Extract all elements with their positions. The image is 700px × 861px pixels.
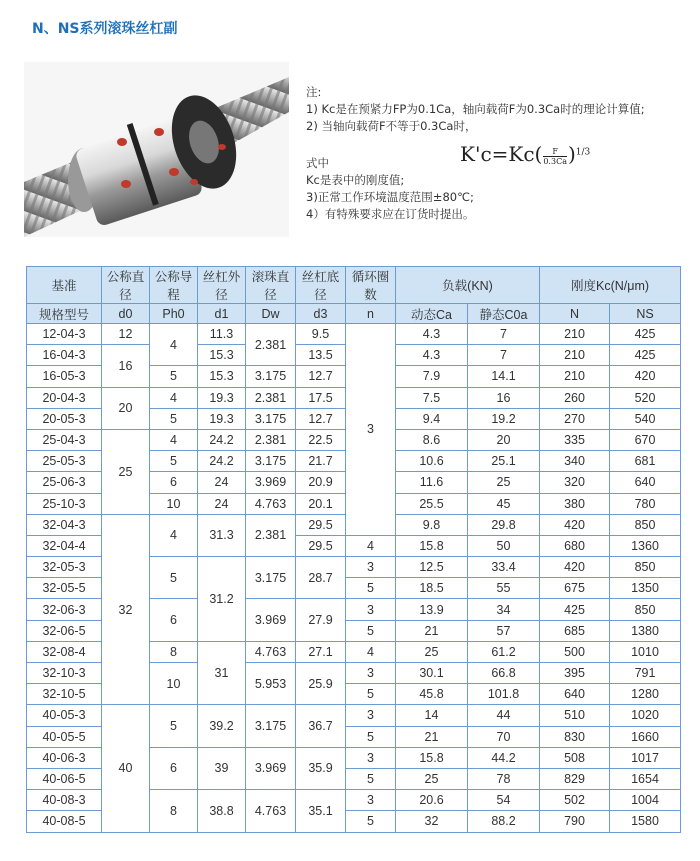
value-cell: 500 — [540, 641, 610, 662]
value-cell: 5 — [150, 705, 198, 747]
value-cell: 24.2 — [198, 451, 246, 472]
th-stiffness: 刚度Kc(N/μm) — [540, 267, 681, 304]
value-cell: 57 — [468, 620, 540, 641]
value-cell: 28.7 — [296, 557, 346, 599]
note-heading: 注: — [306, 85, 322, 99]
value-cell: 210 — [540, 324, 610, 345]
value-cell: 3 — [346, 747, 396, 768]
value-cell: 31.2 — [198, 557, 246, 642]
note-3: 3)正常工作环境温度范围±80℃; — [306, 190, 474, 204]
note-where: 式中 — [306, 156, 329, 170]
value-cell: 21.7 — [296, 451, 346, 472]
th-ph0: 公称导程 — [150, 267, 198, 304]
table-row — [27, 705, 681, 726]
model-cell: 32-05-3 — [27, 557, 102, 578]
value-cell: 540 — [610, 408, 681, 429]
value-cell: 24 — [198, 472, 246, 493]
value-cell: 4.3 — [396, 324, 468, 345]
value-cell: 780 — [610, 493, 681, 514]
model-cell: 12-04-3 — [27, 324, 102, 345]
value-cell: 25 — [102, 429, 150, 514]
value-cell: 17.5 — [296, 387, 346, 408]
value-cell: 3 — [346, 599, 396, 620]
value-cell: 101.8 — [468, 684, 540, 705]
value-cell: 11.3 — [198, 324, 246, 345]
value-cell: 2.381 — [246, 387, 296, 408]
value-cell: 12 — [102, 324, 150, 345]
value-cell: 24 — [198, 493, 246, 514]
value-cell: 21 — [396, 620, 468, 641]
model-cell: 32-04-3 — [27, 514, 102, 535]
value-cell: 55 — [468, 578, 540, 599]
value-cell: 380 — [540, 493, 610, 514]
model-cell: 25-06-3 — [27, 472, 102, 493]
value-cell: 88.2 — [468, 811, 540, 832]
value-cell: 420 — [540, 557, 610, 578]
value-cell: 32 — [102, 514, 150, 705]
value-cell: 16 — [102, 345, 150, 387]
value-cell: 54 — [468, 790, 540, 811]
model-cell: 25-05-3 — [27, 451, 102, 472]
value-cell: 3.175 — [246, 557, 296, 599]
model-cell: 32-04-4 — [27, 535, 102, 556]
table-row — [27, 324, 681, 345]
value-cell: 5 — [346, 620, 396, 641]
value-cell: 6 — [150, 747, 198, 789]
value-cell: 830 — [540, 726, 610, 747]
value-cell: 44 — [468, 705, 540, 726]
value-cell: 1010 — [610, 641, 681, 662]
value-cell: 33.4 — [468, 557, 540, 578]
value-cell: 3.175 — [246, 451, 296, 472]
value-cell: 25 — [396, 641, 468, 662]
value-cell: 4.3 — [396, 345, 468, 366]
value-cell: 3.969 — [246, 599, 296, 641]
value-cell: 18.5 — [396, 578, 468, 599]
value-cell: 78 — [468, 768, 540, 789]
value-cell: 8 — [150, 641, 198, 662]
value-cell: 29.8 — [468, 514, 540, 535]
value-cell: 4 — [150, 429, 198, 450]
value-cell: 70 — [468, 726, 540, 747]
th-c0a: 静态C0a — [468, 304, 540, 324]
model-cell: 20-04-3 — [27, 387, 102, 408]
spec-table — [26, 266, 681, 833]
model-cell: 32-06-5 — [27, 620, 102, 641]
value-cell: 340 — [540, 451, 610, 472]
value-cell: 12.5 — [396, 557, 468, 578]
value-cell: 12.7 — [296, 408, 346, 429]
value-cell: 3 — [346, 663, 396, 684]
value-cell: 260 — [540, 387, 610, 408]
value-cell: 7.9 — [396, 366, 468, 387]
value-cell: 25 — [396, 768, 468, 789]
value-cell: 66.8 — [468, 663, 540, 684]
value-cell: 640 — [540, 684, 610, 705]
value-cell: 5.953 — [246, 663, 296, 705]
value-cell: 6 — [150, 472, 198, 493]
formula-denominator: 0.3Ca — [543, 157, 567, 166]
value-cell: 20.1 — [296, 493, 346, 514]
value-cell: 1654 — [610, 768, 681, 789]
model-cell: 32-10-3 — [27, 663, 102, 684]
value-cell: 25.5 — [396, 493, 468, 514]
value-cell: 20.6 — [396, 790, 468, 811]
value-cell: 1360 — [610, 535, 681, 556]
th-kc-n: N — [540, 304, 610, 324]
model-cell: 25-10-3 — [27, 493, 102, 514]
value-cell: 3.175 — [246, 366, 296, 387]
value-cell: 22.5 — [296, 429, 346, 450]
value-cell: 4.763 — [246, 641, 296, 662]
value-cell: 15.3 — [198, 366, 246, 387]
formula-lhs: K'c=Kc( — [460, 142, 543, 166]
model-cell: 40-06-3 — [27, 747, 102, 768]
note-1: 1) Kc是在预紧力FP为0.1Ca，轴向载荷F为0.3Ca时的理论计算值; — [306, 102, 645, 116]
value-cell: 14 — [396, 705, 468, 726]
value-cell: 3 — [346, 705, 396, 726]
th-model: 规格型号 — [27, 304, 102, 324]
value-cell: 335 — [540, 429, 610, 450]
model-cell: 32-05-5 — [27, 578, 102, 599]
value-cell: 3 — [346, 324, 396, 536]
value-cell: 502 — [540, 790, 610, 811]
note-2: 2) 当轴向载荷F不等于0.3Ca时， — [306, 119, 477, 133]
value-cell: 9.4 — [396, 408, 468, 429]
value-cell: 508 — [540, 747, 610, 768]
value-cell: 680 — [540, 535, 610, 556]
value-cell: 2.381 — [246, 429, 296, 450]
value-cell: 420 — [610, 366, 681, 387]
value-cell: 29.5 — [296, 535, 346, 556]
value-cell: 1660 — [610, 726, 681, 747]
model-cell: 32-10-5 — [27, 684, 102, 705]
value-cell: 39.2 — [198, 705, 246, 747]
value-cell: 3 — [346, 790, 396, 811]
th-d3-sym: d3 — [296, 304, 346, 324]
value-cell: 850 — [610, 514, 681, 535]
value-cell: 685 — [540, 620, 610, 641]
value-cell: 791 — [610, 663, 681, 684]
value-cell: 1017 — [610, 747, 681, 768]
model-cell: 25-04-3 — [27, 429, 102, 450]
value-cell: 61.2 — [468, 641, 540, 662]
model-cell: 20-05-3 — [27, 408, 102, 429]
value-cell: 8.6 — [396, 429, 468, 450]
value-cell: 850 — [610, 557, 681, 578]
value-cell: 40 — [102, 705, 150, 832]
value-cell: 13.5 — [296, 345, 346, 366]
value-cell: 5 — [150, 451, 198, 472]
value-cell: 320 — [540, 472, 610, 493]
value-cell: 5 — [346, 811, 396, 832]
model-cell: 16-04-3 — [27, 345, 102, 366]
th-ph0-sym: Ph0 — [150, 304, 198, 324]
value-cell: 3.175 — [246, 408, 296, 429]
ball-screw-photo — [24, 62, 289, 237]
value-cell: 681 — [610, 451, 681, 472]
note-4: 4）有特殊要求应在订货时提出。 — [306, 207, 475, 221]
th-ca: 动态Ca — [396, 304, 468, 324]
value-cell: 20.9 — [296, 472, 346, 493]
value-cell: 31 — [198, 641, 246, 705]
value-cell: 15.8 — [396, 747, 468, 768]
th-dw-sym: Dw — [246, 304, 296, 324]
value-cell: 425 — [610, 345, 681, 366]
value-cell: 8 — [150, 790, 198, 832]
formula-exponent: 1/3 — [575, 147, 591, 158]
value-cell: 45 — [468, 493, 540, 514]
value-cell: 829 — [540, 768, 610, 789]
value-cell: 39 — [198, 747, 246, 789]
value-cell: 1280 — [610, 684, 681, 705]
value-cell: 15.3 — [198, 345, 246, 366]
value-cell: 520 — [610, 387, 681, 408]
value-cell: 21 — [396, 726, 468, 747]
th-d1: 丝杠外径 — [198, 267, 246, 304]
value-cell: 50 — [468, 535, 540, 556]
value-cell: 32 — [396, 811, 468, 832]
value-cell: 670 — [610, 429, 681, 450]
model-cell: 32-06-3 — [27, 599, 102, 620]
value-cell: 210 — [540, 345, 610, 366]
value-cell: 14.1 — [468, 366, 540, 387]
model-cell: 40-08-5 — [27, 811, 102, 832]
value-cell: 425 — [610, 324, 681, 345]
value-cell: 11.6 — [396, 472, 468, 493]
value-cell: 1020 — [610, 705, 681, 726]
value-cell: 5 — [346, 684, 396, 705]
value-cell: 31.3 — [198, 514, 246, 556]
value-cell: 4 — [346, 535, 396, 556]
th-load: 负载(KN) — [396, 267, 540, 304]
th-d3: 丝杠底径 — [296, 267, 346, 304]
value-cell: 850 — [610, 599, 681, 620]
value-cell: 5 — [346, 726, 396, 747]
value-cell: 12.7 — [296, 366, 346, 387]
value-cell: 20 — [102, 387, 150, 429]
value-cell: 5 — [150, 366, 198, 387]
value-cell: 19.3 — [198, 387, 246, 408]
formula-rhs: ) — [567, 142, 576, 166]
value-cell: 1004 — [610, 790, 681, 811]
value-cell: 27.1 — [296, 641, 346, 662]
value-cell: 9.8 — [396, 514, 468, 535]
value-cell: 6 — [150, 599, 198, 641]
value-cell: 20 — [468, 429, 540, 450]
value-cell: 13.9 — [396, 599, 468, 620]
value-cell: 395 — [540, 663, 610, 684]
value-cell: 38.8 — [198, 790, 246, 832]
value-cell: 3.969 — [246, 747, 296, 789]
spec-table-body — [27, 324, 681, 833]
value-cell: 35.9 — [296, 747, 346, 789]
value-cell: 2.381 — [246, 324, 296, 366]
value-cell: 4 — [150, 514, 198, 556]
th-base: 基准 — [27, 267, 102, 304]
value-cell: 9.5 — [296, 324, 346, 345]
value-cell: 3.175 — [246, 705, 296, 747]
value-cell: 270 — [540, 408, 610, 429]
value-cell: 5 — [346, 768, 396, 789]
value-cell: 15.8 — [396, 535, 468, 556]
model-cell: 40-05-3 — [27, 705, 102, 726]
value-cell: 24.2 — [198, 429, 246, 450]
value-cell: 510 — [540, 705, 610, 726]
model-cell: 40-05-5 — [27, 726, 102, 747]
value-cell: 4 — [346, 641, 396, 662]
value-cell: 10.6 — [396, 451, 468, 472]
value-cell: 675 — [540, 578, 610, 599]
value-cell: 44.2 — [468, 747, 540, 768]
value-cell: 640 — [610, 472, 681, 493]
value-cell: 30.1 — [396, 663, 468, 684]
value-cell: 10 — [150, 663, 198, 705]
th-kc-ns: NS — [610, 304, 681, 324]
value-cell: 3 — [346, 557, 396, 578]
model-cell: 16-05-3 — [27, 366, 102, 387]
value-cell: 19.3 — [198, 408, 246, 429]
th-n: 循环圈数 — [346, 267, 396, 304]
value-cell: 790 — [540, 811, 610, 832]
value-cell: 45.8 — [396, 684, 468, 705]
value-cell: 4 — [150, 324, 198, 366]
value-cell: 3.969 — [246, 472, 296, 493]
th-d0-sym: d0 — [102, 304, 150, 324]
model-cell: 40-08-3 — [27, 790, 102, 811]
th-dw: 滚珠直径 — [246, 267, 296, 304]
value-cell: 35.1 — [296, 790, 346, 832]
th-d0: 公称直径 — [102, 267, 150, 304]
value-cell: 1580 — [610, 811, 681, 832]
value-cell: 425 — [540, 599, 610, 620]
value-cell: 36.7 — [296, 705, 346, 747]
value-cell: 210 — [540, 366, 610, 387]
value-cell: 29.5 — [296, 514, 346, 535]
value-cell: 1350 — [610, 578, 681, 599]
value-cell: 7 — [468, 345, 540, 366]
value-cell: 1380 — [610, 620, 681, 641]
value-cell: 5 — [150, 557, 198, 599]
th-d1-sym: d1 — [198, 304, 246, 324]
value-cell: 2.381 — [246, 514, 296, 556]
value-cell: 5 — [346, 578, 396, 599]
note-kc-def: Kc是表中的刚度值; — [306, 173, 405, 187]
value-cell: 10 — [150, 493, 198, 514]
value-cell: 27.9 — [296, 599, 346, 641]
value-cell: 25.1 — [468, 451, 540, 472]
value-cell: 7.5 — [396, 387, 468, 408]
model-cell: 32-08-4 — [27, 641, 102, 662]
value-cell: 25 — [468, 472, 540, 493]
value-cell: 34 — [468, 599, 540, 620]
value-cell: 4.763 — [246, 790, 296, 832]
value-cell: 16 — [468, 387, 540, 408]
value-cell: 25.9 — [296, 663, 346, 705]
value-cell: 7 — [468, 324, 540, 345]
value-cell: 420 — [540, 514, 610, 535]
stiffness-formula — [460, 142, 590, 166]
formula-numerator: F — [543, 147, 567, 157]
page-title: N、NS系列滚珠丝杠副 — [32, 21, 178, 37]
value-cell: 19.2 — [468, 408, 540, 429]
th-n-sym: n — [346, 304, 396, 324]
value-cell: 5 — [150, 408, 198, 429]
model-cell: 40-06-5 — [27, 768, 102, 789]
value-cell: 4.763 — [246, 493, 296, 514]
value-cell: 4 — [150, 387, 198, 408]
